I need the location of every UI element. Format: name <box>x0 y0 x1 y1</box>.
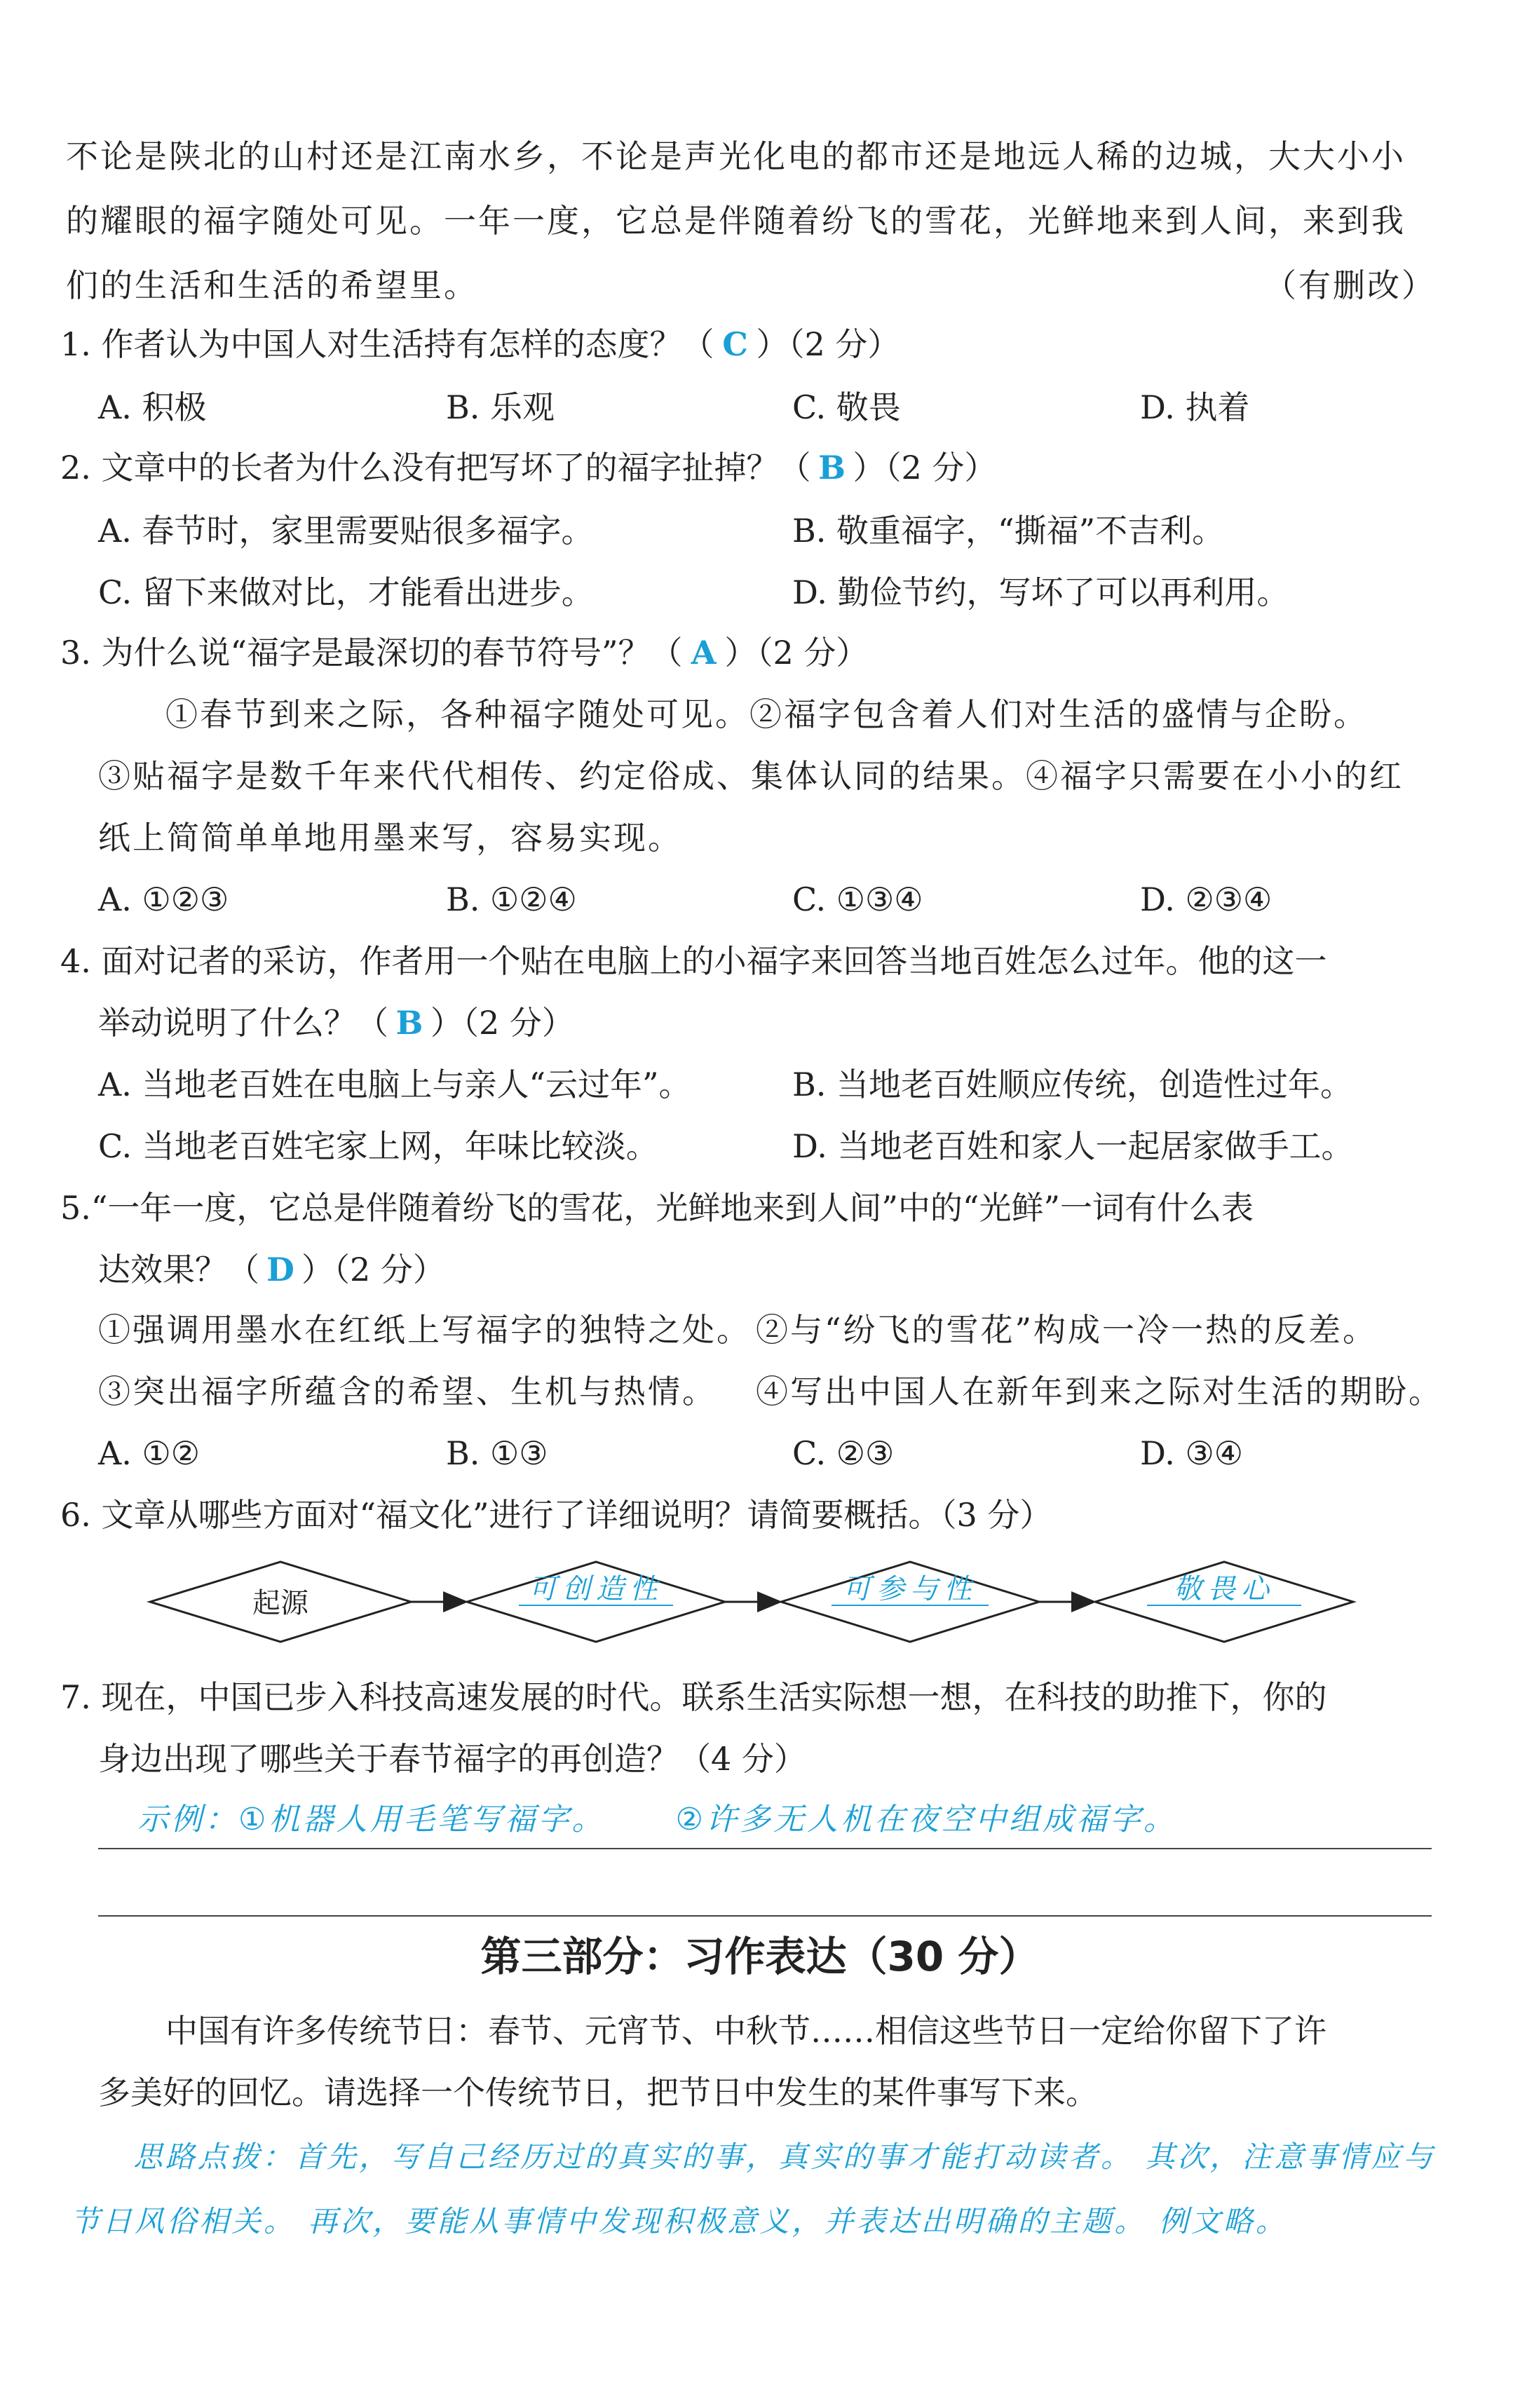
statement-line: 纸上简简单单地用墨来写，容易实现。 <box>98 819 682 857</box>
essay-prompt: 中国有许多传统节日：春节、元宵节、中秋节……相信这些节日一定给你留下了许 <box>165 2012 1326 2050</box>
option: D. ③④ <box>1140 1434 1243 1472</box>
answer-mark: B <box>818 449 846 487</box>
question-1-stem: 1. 作者认为中国人对生活持有怎样的态度？（ C ）（2 分） <box>60 325 900 363</box>
flow-diagram <box>140 1556 1402 1647</box>
section-title: 第三部分：习作表达（30 分） <box>480 1933 1040 1980</box>
answer-mark: B <box>395 1004 423 1042</box>
option: B. 敬重福字，“撕福”不吉利。 <box>792 512 1225 550</box>
option: A. 春节时，家里需要贴很多福字。 <box>98 512 594 550</box>
option: C. ②③ <box>792 1434 895 1472</box>
flow-label-answer: 可参与性 <box>843 1573 977 1605</box>
option: A. ①②③ <box>98 880 229 918</box>
essay-prompt: 多美好的回忆。请选择一个传统节日，把节日中发生的某件事写下来。 <box>98 2074 1098 2111</box>
statement: ②与“纷飞的雪花”构成一冷一热的反差。 <box>756 1311 1378 1349</box>
writing-hint: 节日风俗相关。 再次，要能从事情中发现积极意义，并表达出明确的主题。 例文略。 <box>70 2204 1288 2238</box>
question-5-stem: 5.“一年一度，它总是伴随着纷飞的雪花，光鲜地来到人间”中的“光鲜”一词有什么表 <box>60 1189 1254 1227</box>
writing-hint: 思路点拨：首先，写自己经历过的真实的事，真实的事才能打动读者。 其次，注意事情应与 <box>133 2140 1436 2174</box>
question-7-stem: 7. 现在，中国已步入科技高速发展的时代。联系生活实际想一想，在科技的助推下，你的 <box>60 1678 1327 1716</box>
question-6-stem: 6. 文章从哪些方面对“福文化”进行了详细说明？请简要概括。（3 分） <box>60 1496 1052 1534</box>
option: B. ①②④ <box>446 880 577 918</box>
statement: ④写出中国人在新年到来之际对生活的期盼。 <box>756 1373 1443 1410</box>
flow-label-answer: 敬畏心 <box>1174 1573 1275 1605</box>
passage-line: 不论是陕北的山村还是江南水乡，不论是声光化电的都市还是地远人稀的边城，大大小小 <box>66 137 1406 175</box>
answer-line <box>98 1848 1432 1849</box>
passage-line: 的耀眼的福字随处可见。一年一度，它总是伴随着纷飞的雪花，光鲜地来到人间，来到我 <box>66 202 1406 240</box>
option: A. ①② <box>98 1434 200 1472</box>
option: C. 敬畏 <box>792 388 901 426</box>
option: C. ①③④ <box>792 880 923 918</box>
question-7-stem-line2: 身边出现了哪些关于春节福字的再创造？（4 分） <box>98 1740 806 1778</box>
option: A. 积极 <box>98 388 207 426</box>
question-2-stem: 2. 文章中的长者为什么没有把写坏了的福字扯掉？（ B ）（2 分） <box>60 449 997 487</box>
option: B. 当地老百姓顺应传统，创造性过年。 <box>792 1066 1353 1103</box>
section-divider <box>98 1915 1432 1917</box>
option: D. 执着 <box>1140 388 1250 426</box>
question-4-stem: 4. 面对记者的采访，作者用一个贴在电脑上的小福字来回答当地百姓怎么过年。他的这一 <box>60 942 1327 980</box>
answer-mark: D <box>266 1251 294 1288</box>
answer-mark: C <box>722 325 748 363</box>
flow-label: 起源 <box>252 1587 308 1619</box>
statement-line: ③贴福字是数千年来代代相传、约定俗成、集体认同的结果。④福字只需要在小小的红 <box>98 757 1404 795</box>
option: D. 当地老百姓和家人一起居家做手工。 <box>792 1127 1354 1165</box>
question-5-stem-line2: 达效果？（ D ）（2 分） <box>98 1251 445 1288</box>
option: B. 乐观 <box>446 388 555 426</box>
question-4-stem-line2: 举动说明了什么？（ B ）（2 分） <box>98 1004 574 1042</box>
statement: ①强调用墨水在红纸上写福字的独特之处。 <box>98 1311 751 1349</box>
flow-label-answer: 可创造性 <box>529 1573 663 1605</box>
option: B. ①③ <box>446 1434 548 1472</box>
option: C. 留下来做对比，才能看出进步。 <box>98 573 594 611</box>
statement-line: ①春节到来之际，各种福字随处可见。②福字包含着人们对生活的盛情与企盼。 <box>165 695 1368 733</box>
statement: ③突出福字所蕴含的希望、生机与热情。 <box>98 1373 717 1410</box>
source-note: （有删改） <box>1264 266 1436 304</box>
passage-line: 们的生活和生活的希望里。 <box>66 266 478 304</box>
answer-mark: A <box>691 634 717 672</box>
question-3-stem: 3. 为什么说“福字是最深切的春节符号”？（ A ）（2 分） <box>60 634 869 672</box>
option: D. ②③④ <box>1140 880 1273 918</box>
question-7-answer: 示例：①机器人用毛笔写福字。 ②许多无人机在夜空中组成福字。 <box>137 1802 1177 1837</box>
option: C. 当地老百姓宅家上网，年味比较淡。 <box>98 1127 658 1165</box>
option: A. 当地老百姓在电脑上与亲人“云过年”。 <box>98 1066 691 1103</box>
option: D. 勤俭节约，写坏了可以再利用。 <box>792 573 1289 611</box>
